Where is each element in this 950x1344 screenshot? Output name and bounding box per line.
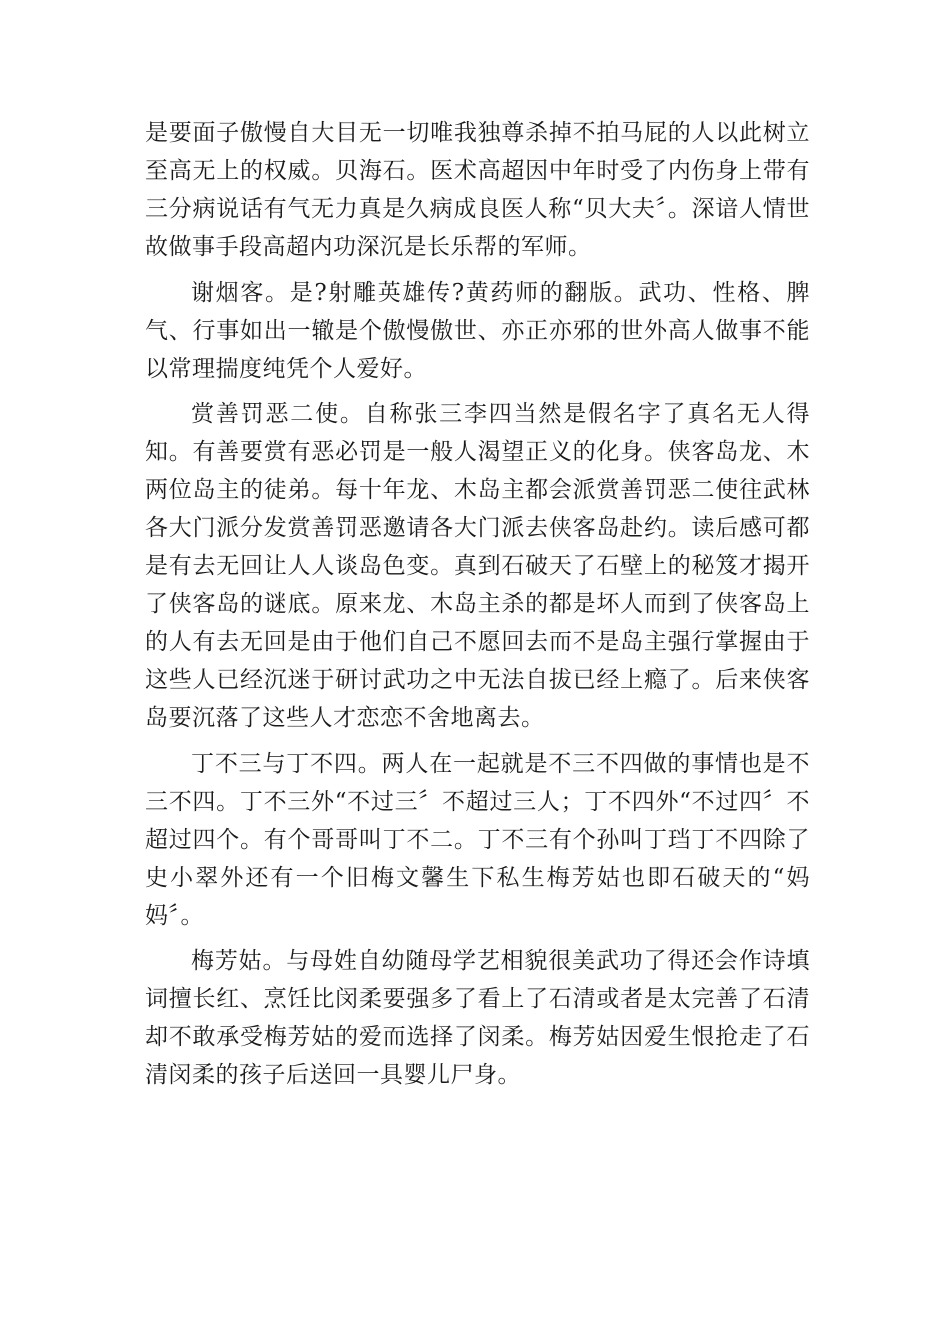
paragraph-ding-brothers: 丁不三与丁不四。两人在一起就是不三不四做的事情也是不三不四。丁不三外“不过三〞不超过三人；丁不四外“不过四〞不超过四个。有个哥哥叫丁不二。丁不三有个孙叫丁珰丁不四除了史小翠外还有一个旧梅文馨生下私生梅芳姑也即石破天的“妈妈〞。: [145, 750, 810, 929]
paragraph-continuation: 是要面子傲慢自大目无一切唯我独尊杀掉不拍马屁的人以此树立至高无上的权威。贝海石。医术高超因中年时受了内伤身上带有三分病说话有气无力真是久病成良医人称“贝大夫〞。深谙人情世故做事手段高超内功深沉是长乐帮的军师。: [145, 120, 810, 260]
paragraph-envoys: 赏善罚恶二使。自称张三李四当然是假名字了真名无人得知。有善要赏有恶必罚是一般人渴望正义的化身。侠客岛龙、木两位岛主的徒弟。每十年龙、木岛主都会派赏善罚恶二使往武林各大门派分发赏善罚恶邀请各大门派去侠客岛赴约。读后感可都是有去无回让人人谈岛色变。真到石破天了石壁上的秘笈才揭开了侠客岛的谜底。原来龙、木岛主杀的都是坏人而到了侠客岛上的人有去无回是由于他们自己不愿回去而不是岛主强行掌握由于这些人已经沉迷于研讨武功之中无法自拔已经上瘾了。后来侠客岛要沉落了这些人才恋恋不舍地离去。: [145, 401, 810, 731]
paragraph-xie-yanke: 谢烟客。是?射雕英雄传?黄药师的翻版。武功、性格、脾气、行事如出一辙是个傲慢傲世、亦正亦邪的世外高人做事不能以常理揣度纯凭个人爱好。: [145, 279, 810, 382]
paragraph-mei-fanggu: 梅芳姑。与母姓自幼随母学艺相貌很美武功了得还会作诗填词擅长红、烹饪比闵柔要强多了看上了石清或者是太完善了石清却不敢承受梅芳姑的爱而选择了闵柔。梅芳姑因爱生恨抢走了石清闵柔的孩子后送回一具婴儿尸身。: [145, 948, 810, 1088]
document-body: [145, 114, 810, 1102]
